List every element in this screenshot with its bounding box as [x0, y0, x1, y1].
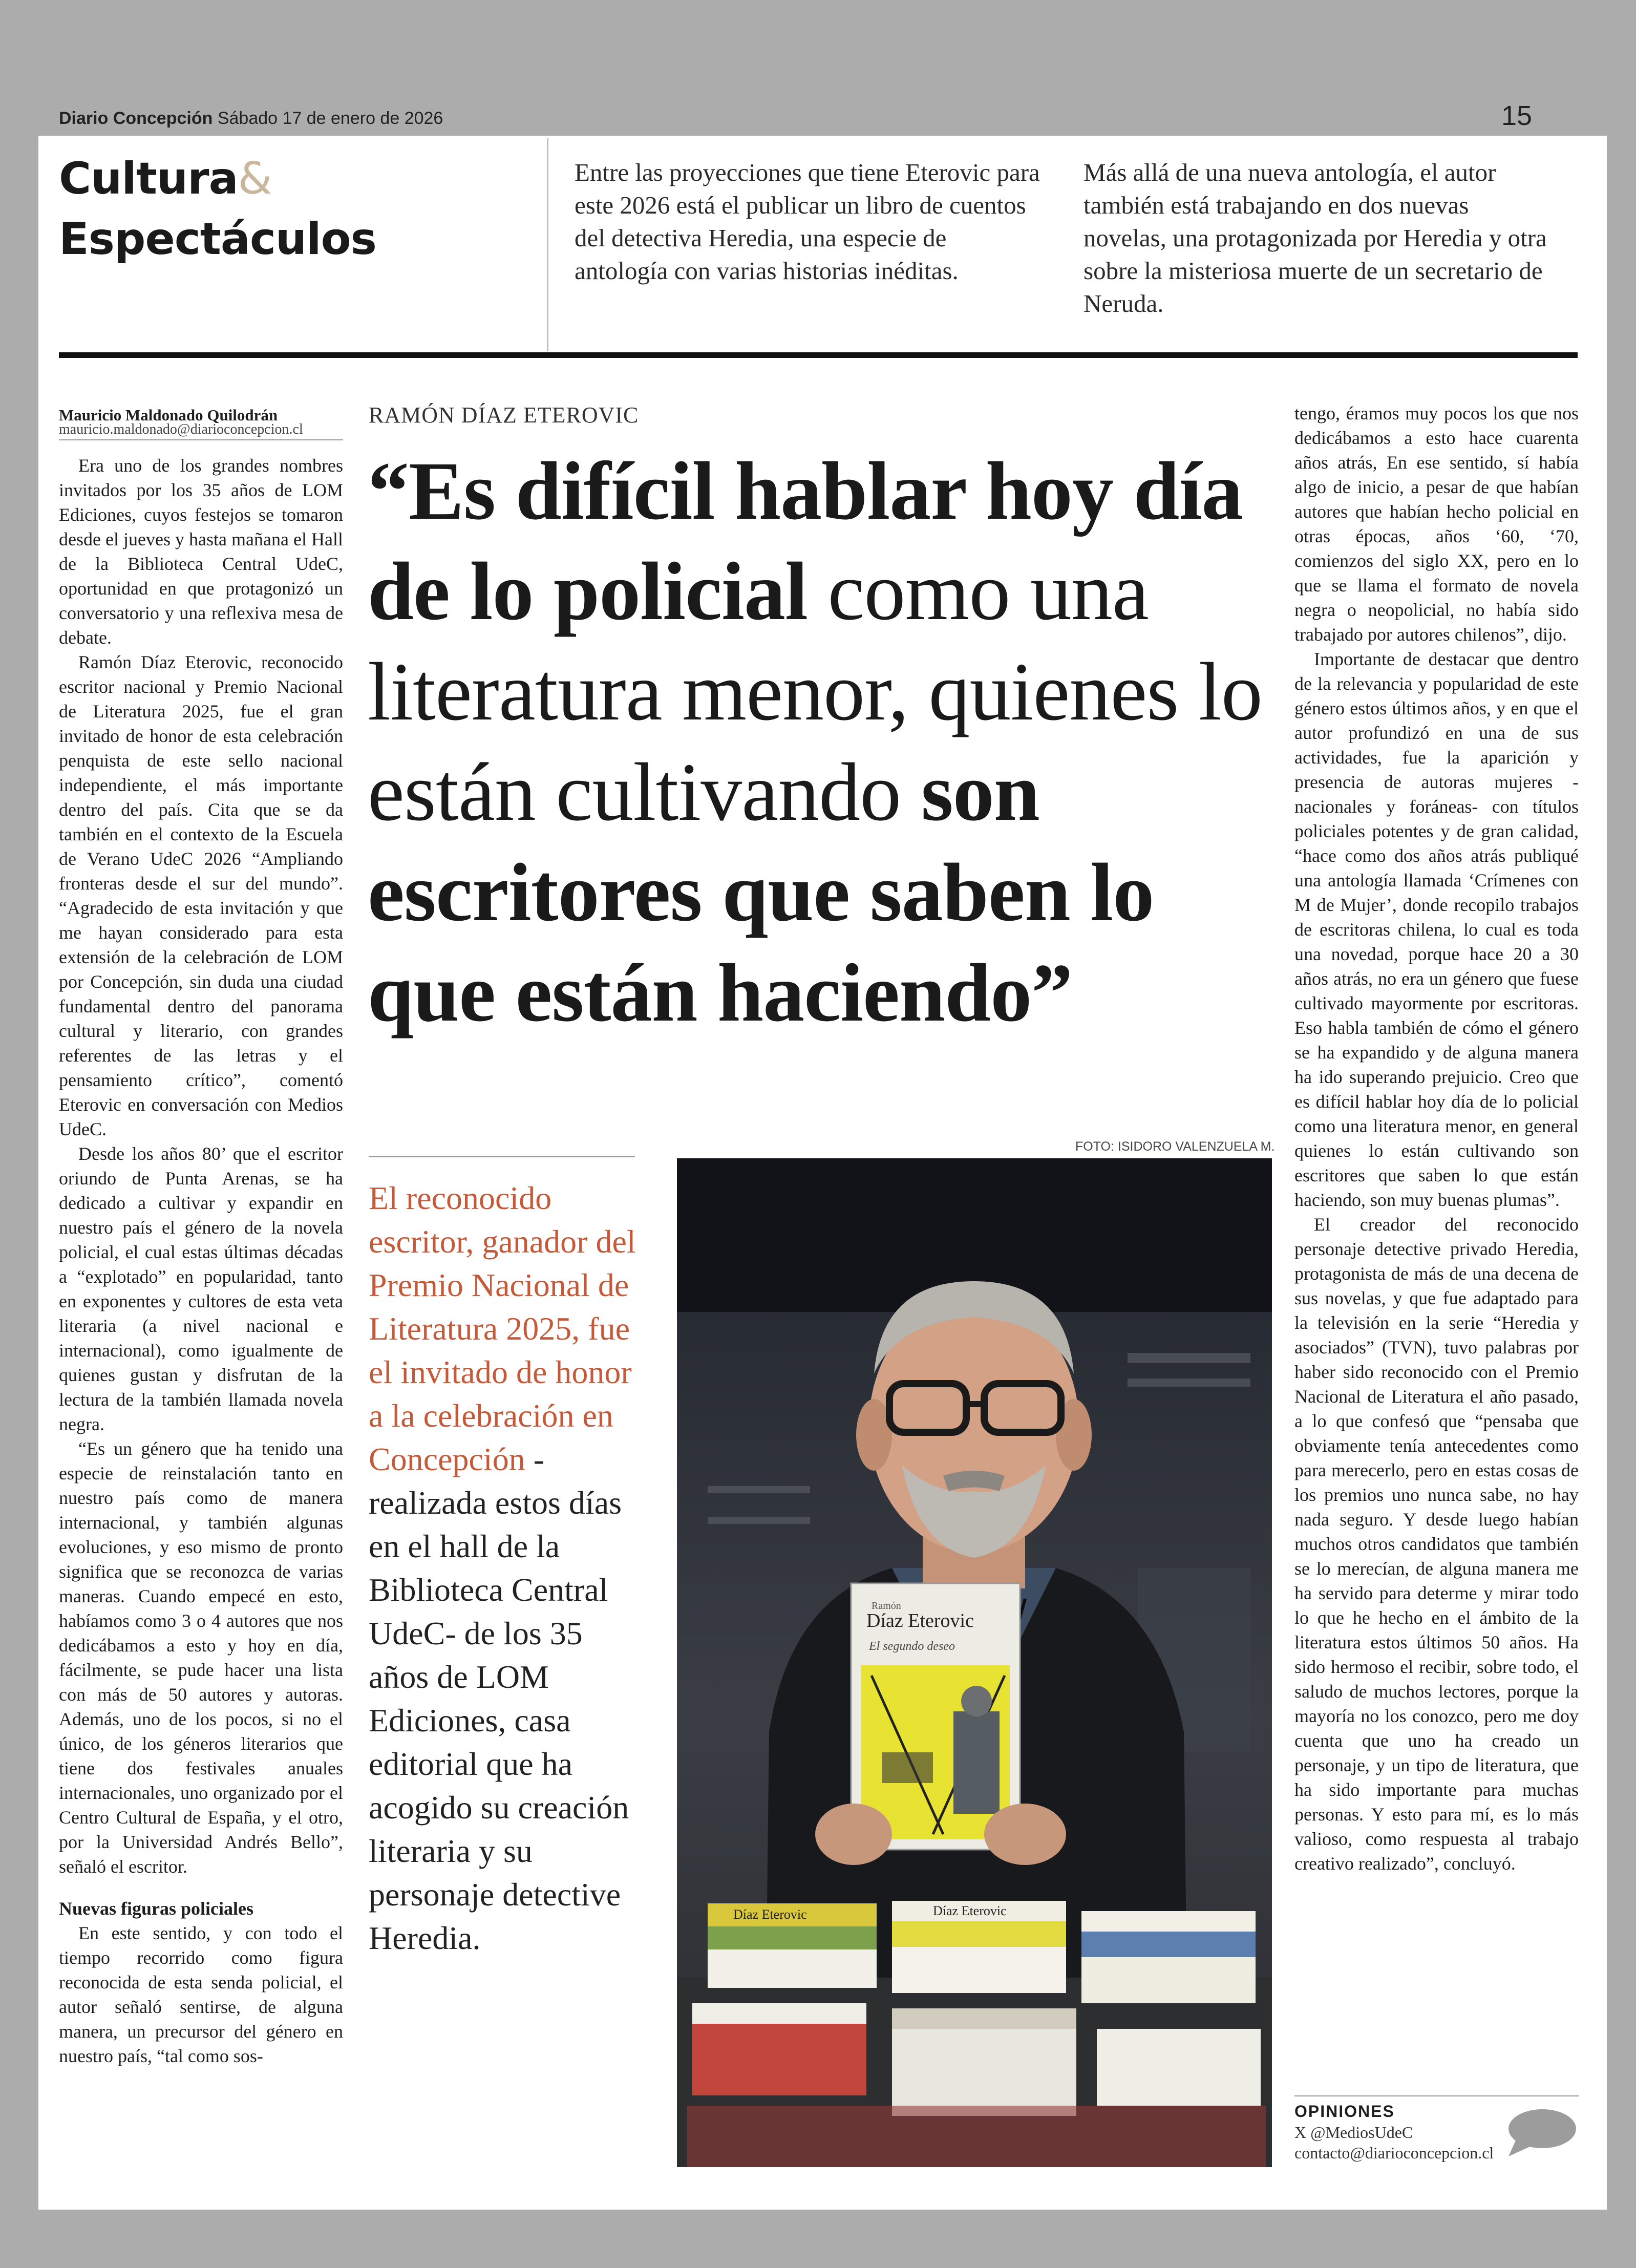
issue-date: Sábado 17 de enero de 2026	[217, 109, 443, 128]
deck-text-2: Más allá de una nueva antología, el autor también está trabajando en dos nuevas novelas, una protagonizada por Heredia y otra sobre la misteriosa muerte de un secretario de Neruda.	[1083, 158, 1547, 317]
kicker: RAMÓN DÍAZ ETEROVIC	[369, 402, 639, 428]
section-title: Cultura& Espectáculos	[59, 153, 376, 265]
paragraph: Ramón Díaz Eterovic, reconocido escritor nacional y Premio Nacional de Literatura 2025, fue el gran invitado de honor de esta celebración penquista de este sello nacional independiente, el más importante dentro del país. Cita que se da también en el contexto de la Escuela de Verano UdeC 2026 “Ampliando fronteras desde el sur del mundo”. “Agradecido de esta invitación y que me hayan considerado para esta extensión de la celebración de LOM por Concepción, sin duda una ciudad fundamental dentro del panorama cultural y literario, con grandes referentes de las letras y el pensamiento crítico”, comentó Eterovic en conversación con Medios UdeC.	[59, 652, 343, 1139]
article-photo	[677, 1158, 1272, 2167]
opinions-label: OPINIONES	[1294, 2102, 1395, 2121]
paragraph: “Es un género que ha tenido una especie de reinstalación tanto en nuestro país como de manera internacional, y también algunas evoluciones, y eso mismo de pronto significa que se reconozca de varias maneras. Cuando empecé en esto, habíamos como 3 o 4 autores que nos dedicábamos a esto y hoy en día, fácilmente, se pude hacer una lista con más de 50 autores y autoras. Además, uno de los pocos, si no el único, de los géneros literarios que tiene dos festivales anuales internacionales, uno organizado por el Centro Cultural de España, y el otro, por la Universidad Andrés Bello”, señaló el escritor.	[59, 1438, 343, 1877]
opinions-social[interactable]: X @MediosUdeC	[1294, 2123, 1413, 2142]
page-header	[59, 109, 443, 129]
newspaper-name: Diario Concepción	[59, 109, 213, 128]
author-name: Mauricio Maldonado Quilodrán	[59, 406, 278, 424]
svg-text:Díaz Eterovic: Díaz Eterovic	[933, 1903, 1007, 1918]
lead-text	[369, 1176, 645, 1960]
paragraph: Desde los años 80’ que el escritor oriundo de Punta Arenas, se ha dedicado a cultivar y expandir en nuestro país el género de la novela policial, el cual estas últimas décadas a “explotado” en popularidad, tanto en exponentes y cultores de esta veta literaria (a nivel nacional e internacional), como igualmente de quienes gustan y disfrutan de la lectura de la también llamada novela negra.	[59, 1143, 343, 1434]
page-number: 15	[1501, 100, 1533, 131]
section-ampersand: &	[238, 153, 272, 204]
paragraph: Importante de destacar que dentro de la relevancia y popularidad de este género estos últimos años, y en que el autor profundizó en una de sus actividades, fue la aparición y presencia de autoras mujeres -nacionales y foráneas- con títulos policiales potentes y de gran calidad, “hace como dos años atrás publiqué una antología llamada ‘Crímenes con M de Mujer’, donde recopilo trabajos de escritoras chilena, lo cual es toda una novedad, porque hace 20 a 30 años atrás, no era un género que fuese cultivado mayormente por escritoras. Eso habla también de cómo el género se ha expandido y de alguna manera ha ido superando prejuicio. Creo que es difícil hablar hoy día de lo policial como una literatura menor, en general quienes lo están cultivando son escritores que saben lo que están haciendo, son muy buenas plumas”.	[1294, 649, 1579, 1210]
paragraph: El creador del reconocido personaje detective privado Heredia, protagonista de más de una decena de sus novelas, y que fue adaptado para la televisión en la serie “Heredia y asociados” (TVN), tuvo palabras por haber sido reconocido con el Premio Nacional de Literatura el año pasado, a lo que confesó que “pensaba que obviamente tenía antecedentes como para merecerlo, pero en estas cosas de los premios uno nunca sabe, no hay nada seguro. Y desde luego habían muchos otros candidatos que también se lo merecían, de alguna manera me ha servido para determe y mirar todo lo que he hecho en el ámbito de la literatura estos últimos 50 años. Ha sido hermoso el recibir, sobre todo, el saludo de muchos lectores, porque la mayoría no los conozco, pero me doy cuenta que uno ha creado un personaje, y un tipo de literatura, que ha sido importante para muchas personas. Y esto para mí, es lo más valioso, como respuesta al trabajo creativo realizado”, concluyó.	[1294, 1214, 1579, 1874]
svg-text:Díaz Eterovic: Díaz Eterovic	[733, 1907, 807, 1922]
divider	[547, 138, 548, 351]
photo-credit: FOTO: ISIDORO VALENZUELA M.	[1075, 1139, 1275, 1154]
paragraph: En este sentido, y con todo el tiempo recorrido como figura reconocida de esta senda policial, el autor señaló sentirse, de alguna manera, un precursor del género en nuestro país, “tal como sos-	[59, 1923, 343, 2066]
body-column-3	[1294, 401, 1579, 1876]
headline: “Es difícil hablar hoy día de lo policial como una literatura menor, quienes lo están cultivando son escritores que saben lo que están haciendo”	[368, 446, 1262, 1039]
subheading: Nuevas figuras policiales	[59, 1898, 254, 1919]
svg-text:El segundo deseo: El segundo deseo	[869, 1640, 955, 1653]
body-column-1	[59, 453, 343, 2068]
header-rule	[59, 352, 1578, 358]
deck-text-1: Entre las proyecciones que tiene Eterovic para este 2026 está el publicar un libro de cuentos del detectiva Heredia, una especie de antología con varias historias inéditas.	[575, 158, 1040, 285]
lead-rule	[369, 1156, 635, 1157]
lead-body: -realizada estos días en el hall de la Biblioteca Central UdeC- de los 35 años de LOM Ediciones, casa editorial que ha acogido su creación literaria y su personaje detective Heredia.	[369, 1441, 629, 1956]
opinions-email[interactable]: contacto@diarioconcepcion.cl	[1294, 2144, 1494, 2162]
speech-bubble-icon	[1505, 2107, 1577, 2161]
lead-highlight: El reconocido escritor, ganador del Premio Nacional de Literatura 2025, fue el invitado de honor a la celebración en Concepción	[369, 1180, 636, 1477]
paragraph: Era uno de los grandes nombres invitados por los 35 años de LOM Ediciones, cuyos festejos se tomaron desde el jueves y hasta mañana el Hall de la Biblioteca Central UdeC, oportunidad en que protagonizó un conversatorio y una reflexiva mesa de debate.	[59, 455, 343, 648]
photo-illustration	[677, 1158, 1272, 2167]
opinions-rule	[1294, 2095, 1579, 2096]
byline-rule	[59, 439, 343, 440]
paragraph: tengo, éramos muy pocos los que nos dedicábamos a esto hace cuarenta años atrás, En ese sentido, sí había algo de inicio, a pesar de que habían autores que habían hecho policial en otras épocas, años ‘60, ‘70, comienzos del siglo XX, pero en lo que se llama el formato de novela negra o neopolicial, no había sido trabajado por autores chilenos”, dijo.	[1294, 403, 1579, 645]
author-email: mauricio.maldonado@diarioconcepcion.cl	[59, 421, 303, 437]
svg-text:Ramón: Ramón	[872, 1600, 901, 1612]
svg-text:Díaz Eterovic: Díaz Eterovic	[866, 1610, 974, 1631]
book-stacks	[687, 1901, 1266, 2167]
